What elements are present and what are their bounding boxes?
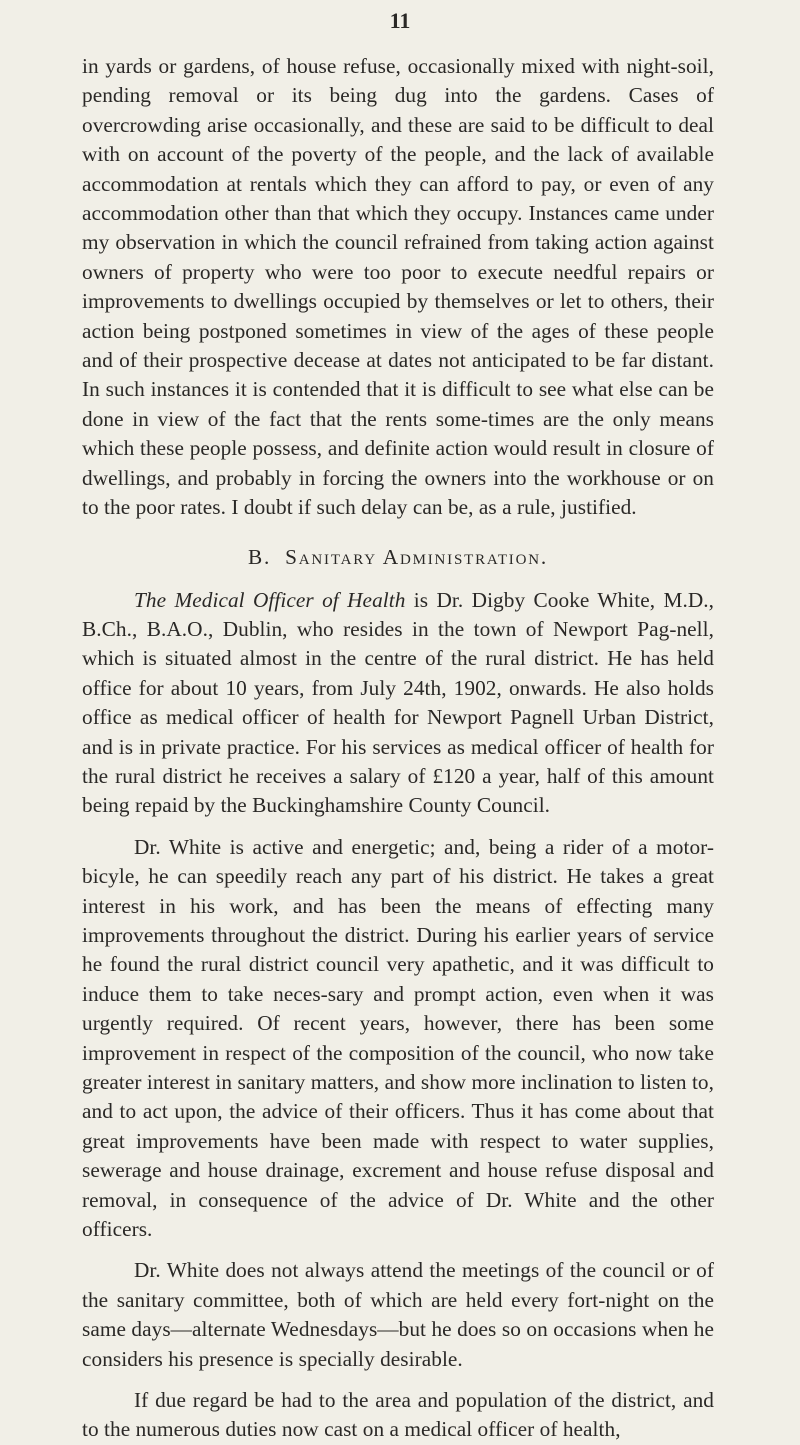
paragraph-medical-officer xyxy=(82,586,714,821)
paragraph-meetings: Dr. White does not always attend the meetings of the council or of the sanitary committee, both of which are held every fort-night on the same days—alternate Wednesdays—but he does so on occasions when he considers his presence is specially desirable. xyxy=(82,1258,714,1371)
paragraph-due-regard: If due regard be had to the area and population of the district, and to the numerous duties now cast on a medical officer of health, xyxy=(82,1388,714,1442)
section-heading xyxy=(82,545,714,570)
section-title: Sanitary Administration. xyxy=(285,544,548,569)
page-number: 11 xyxy=(389,8,411,33)
paragraph-overcrowding: in yards or gardens, of house refuse, occasionally mixed with night-soil, pending removal or its being dug into the gardens. Cases of overcrowding arise occasionally, and these are said to be difficult to deal with on account of the poverty of the people, and the lack of available accommodation at rentals which they can afford to pay, or even of any accommodation other than that which they occupy. Instances came under my observation in which the council refrained from taking action against owners of property who were too poor to execute needful repairs or improvements to dwellings occupied by themselves or let to others, their action being postponed sometimes in view of the ages of these people and of their prospective decease at dates not anticipated to be far distant. In such instances it is contended that it is difficult to see what else can be done in view of the fact that the rents some-times are the only means which these people possess, and definite action would result in closure of dwellings, and probably in forcing the owners into the workhouse or on to the poor rates. I doubt if such delay can be, as a rule, justified. xyxy=(82,54,714,520)
medical-officer-text: is Dr. Digby Cooke White, M.D., B.Ch., B.A.O., Dublin, who resides in the town of Newport Pag-nell, which is situated almost in the centre of the rural district. He has held office for about 10 years, from July 24th, 1902, onwards. He also holds office as medical officer of health for Newport Pagnell Urban District, and is in private practice. For his services as medical officer of health for the rural district he receives a salary of £120 a year, half of this amount being repaid by the Buckinghamshire County Council. xyxy=(82,587,714,818)
medical-officer-italic-phrase: The Medical Officer of Health xyxy=(134,587,406,612)
body-text xyxy=(82,52,714,1445)
paragraph-dr-white-active: Dr. White is active and energetic; and, being a rider of a motor-bicyle, he can speedily reach any part of his district. He takes a great interest in his work, and has been the means of effecting many improvements throughout the district. During his earlier years of service he found the rural district council very apathetic, and it was difficult to induce them to take neces-sary and prompt action, even when it was urgently required. Of recent years, however, there has been some improvement in respect of the composition of the council, who now take greater interest in sanitary matters, and show more inclination to listen to, and to act upon, the advice of their officers. Thus it has come about that great improvements have been made with respect to water supplies, sewerage and house drainage, excrement and house refuse disposal and removal, in consequence of the advice of Dr. White and the other officers. xyxy=(82,834,714,1242)
section-letter: B. xyxy=(248,544,272,569)
